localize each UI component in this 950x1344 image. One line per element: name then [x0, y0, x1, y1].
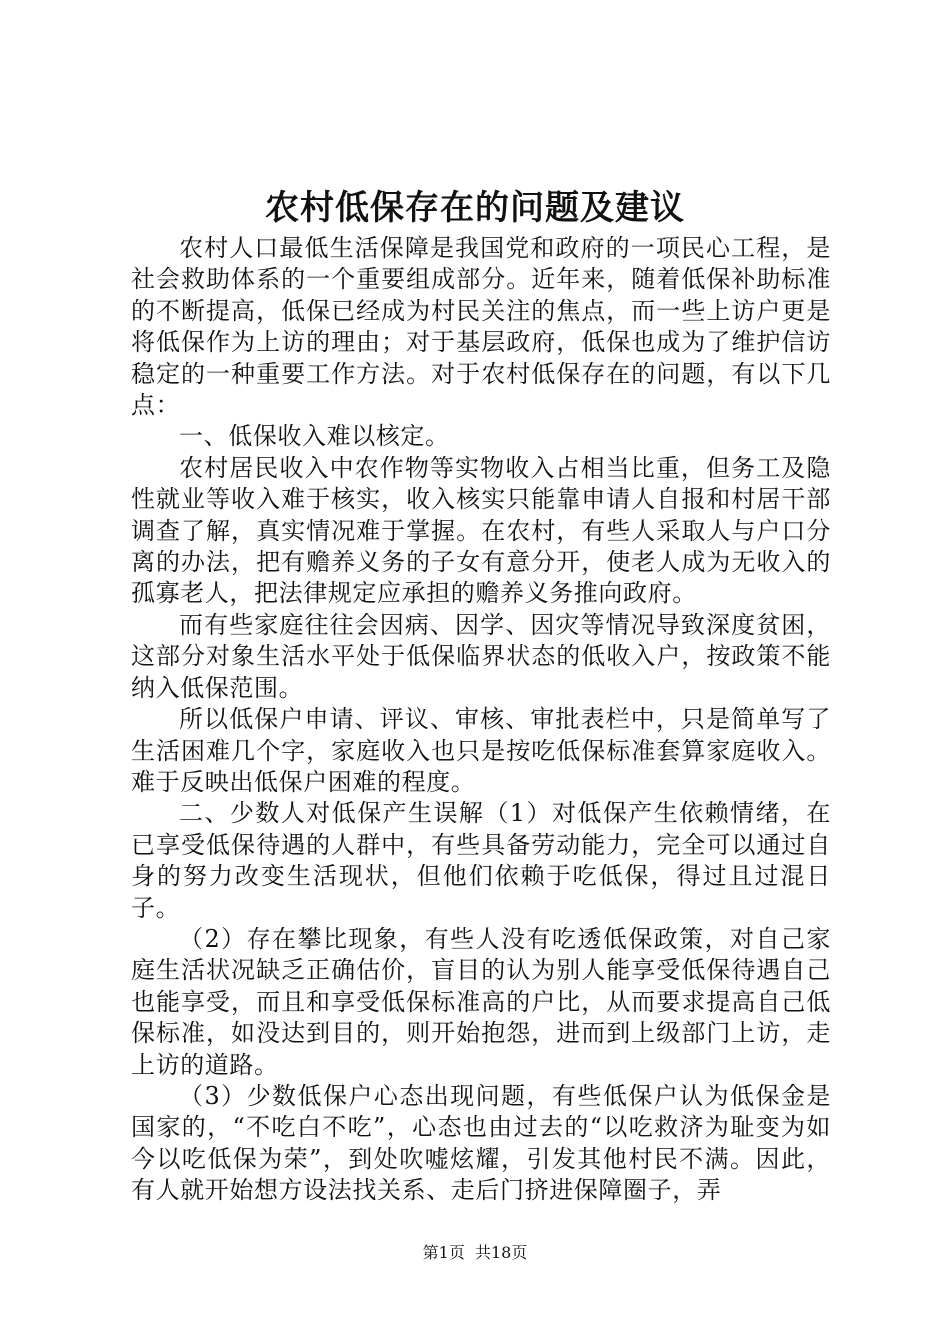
paragraph: 而有些家庭往往会因病、因学、因灾等情况导致深度贫困，这部分对象生活水平处于低保临界状态的低收入户，按政策不能纳入低保范围。: [131, 610, 831, 702]
paragraph-intro: 农村人口最低生活保障是我国党和政府的一项民心工程，是社会救助体系的一个重要组成部分。近年来，随着低保补助标准的不断提高，低保已经成为村民关注的焦点，而一些上访户更是将低保作为上访的理由；对于基层政府，低保也成为了维护信访稳定的一种重要工作方法。对于农村低保存在的问题，有以下几点：: [131, 234, 831, 420]
document-title: 农村低保存在的问题及建议: [265, 188, 685, 228]
paragraph: 所以低保户申请、评议、审核、审批表栏中，只是简单写了生活困难几个字，家庭收入也只是按吃低保标准套算家庭收入。难于反映出低保户困难的程度。: [131, 705, 831, 796]
section-heading-2-paragraph: 二、少数人对低保产生误解（1）对低保产生依赖情绪，在已享受低保待遇的人群中，有些具备劳动能力，完全可以通过自身的努力改变生活现状，但他们依赖于吃低保，得过且过混日子。: [131, 799, 831, 922]
page-footer: [0, 1243, 950, 1263]
section-heading-1: 一、低保收入难以核定。: [179, 422, 450, 451]
paragraph: （2）存在攀比现象，有些人没有吃透低保政策，对自己家庭生活状况缺乏正确估价，盲目的认为别人能享受低保待遇自己也能享受，而且和享受低保标准高的户比，从而要求提高自己低保标准，如没达到目的，则开始抱怨，进而到上级部门上访，走上访的道路。: [131, 924, 831, 1079]
paragraph: 农村居民收入中农作物等实物收入占相当比重，但务工及隐性就业等收入难于核实，收入核实只能靠申请人自报和村居干部调查了解，真实情况难于掌握。在农村，有些人采取人与户口分离的办法，把有赡养义务的子女有意分开，使老人成为无收入的孤寡老人，把法律规定应承担的赡养义务推向政府。: [131, 453, 831, 608]
document-body: [131, 233, 831, 1207]
paragraph: （3）少数低保户心态出现问题，有些低保户认为低保金是国家的，“不吃白不吃”，心态也由过去的“以吃救济为耻变为如今以吃低保为荣”，到处吹嘘炫耀，引发其他村民不满。因此，有人就开始想方设法找关系、走后门挤进保障圈子，弄: [131, 1081, 831, 1205]
page-number-label: 第1页 共18页: [422, 1243, 528, 1262]
